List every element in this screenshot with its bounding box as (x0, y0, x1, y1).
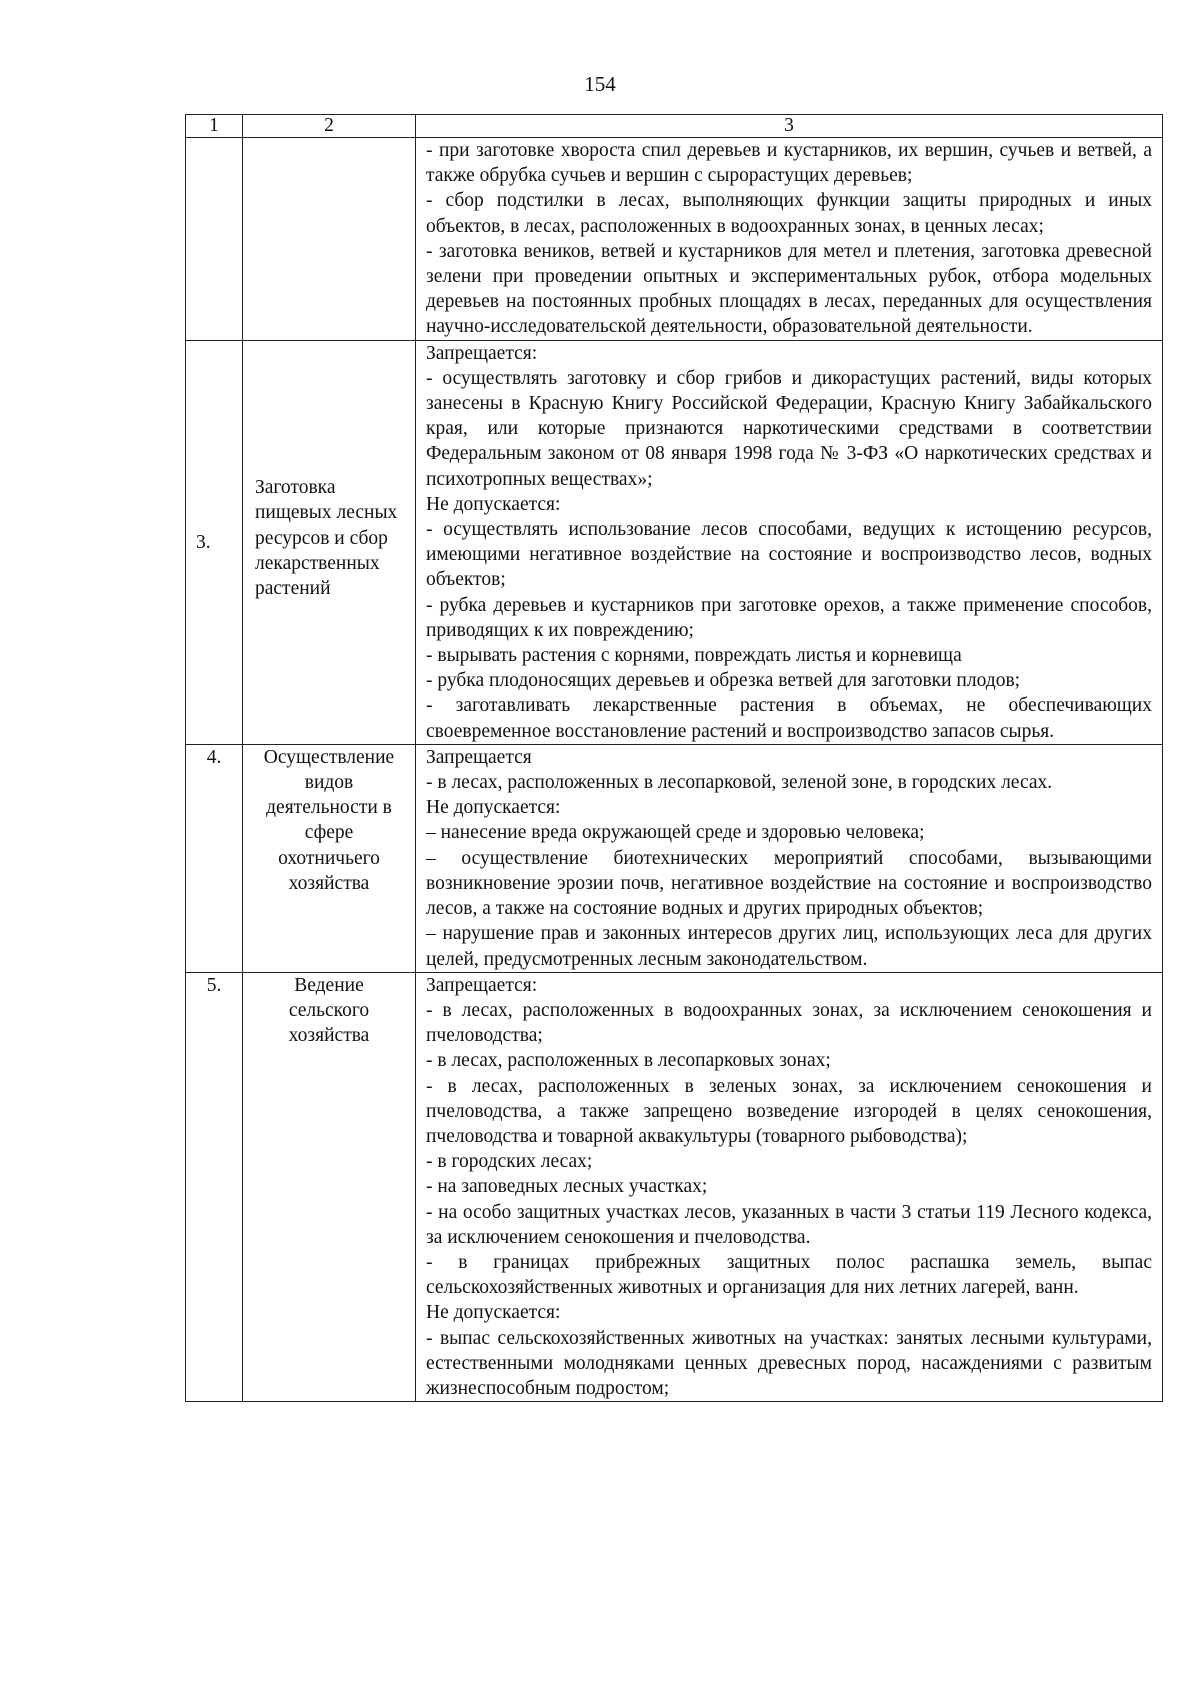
activity-name: Осуществление видов деятельности в сфере охотничьего хозяйства (243, 744, 416, 972)
restriction-line: Запрещается (426, 746, 532, 768)
restriction-line: - в лесах, расположенных в лесопарковой, зеленой зоне, в городских лесах. (426, 772, 1053, 794)
row-number: 5. (186, 972, 243, 1401)
restriction-line: Запрещается: (426, 974, 538, 996)
restriction-line: Не допускается: (426, 1302, 561, 1324)
restriction-line: – осуществление биотехнических мероприятий способами, вызывающими возникновение эрозии почв, негативное воздействие на состояние и воспроизводство лесов, а также на состояние водных и других природных объектов; (426, 847, 1152, 920)
restriction-line: - в лесах, расположенных в водоохранных зонах, за исключением сенокошения и пчеловодства; (426, 999, 1152, 1047)
restriction-line: - при заготовке хвороста спил деревьев и кустарников, их вершин, сучьев и ветвей, а также обрубка сучьев и вершин с сырорастущих деревьев; (426, 140, 1152, 187)
restriction-line: - на особо защитных участках лесов, указанных в части 3 статьи 119 Лесного кодекса, за исключением сенокошения и пчеловодства. (426, 1201, 1152, 1248)
row-number: 4. (186, 744, 243, 972)
restriction-line: - сбор подстилки в лесах, выполняющих функции защиты природных и иных объектов, в лесах, расположенных в водоохранных зонах, в ценных лесах; (426, 190, 1152, 237)
activity-name: Ведение сельского хозяйства (243, 972, 416, 1401)
restriction-line: – нарушение прав и законных интересов других лиц, использующих леса для других целей, предусмотренных лесным законодательством. (426, 923, 1152, 970)
activity-name-cell (243, 340, 416, 744)
activity-name (243, 138, 416, 341)
restriction-line: - в лесах, расположенных в зеленых зонах, за исключением сенокошения и пчеловодства, а также запрещено возведение изгородей в целях сенокошения, пчеловодства и товарной аквакультуры (товарного рыбоводства); (426, 1075, 1152, 1147)
restriction-line: - осуществлять использование лесов способами, ведущих к истощению ресурсов, имеющими негативное воздействие на состояние и воспроизводство лесов, водных объектов; (426, 519, 1152, 591)
restriction-line: - в городских лесах; (426, 1151, 593, 1173)
restriction-line: Не допускается: (426, 797, 561, 819)
regulation-table (185, 114, 1163, 1402)
restriction-line: Не допускается: (426, 493, 561, 515)
column-header-1: 1 (186, 115, 243, 138)
restrictions-cell (416, 972, 1163, 1401)
restriction-line: - выпас сельскохозяйственных животных на участках: занятых лесными культурами, естественными молодняками ценных древесных пород, насаждениями с развитым жизнеспособным подростом; (426, 1327, 1152, 1399)
column-header-2: 2 (243, 115, 416, 138)
restrictions-cell (416, 340, 1163, 744)
page-number: 154 (584, 72, 616, 96)
row-number: 3. (186, 340, 243, 744)
restriction-line: - на заповедных лесных участках; (426, 1176, 708, 1198)
restriction-line: - заготавливать лекарственные растения в объемах, не обеспечивающих своевременное восстановление растений и воспроизводство запасов сырья. (426, 695, 1152, 742)
table-row (186, 138, 1163, 341)
restriction-line: - рубка деревьев и кустарников при заготовке орехов, а также применение способов, приводящих к их повреждению; (426, 594, 1152, 641)
table-header-row (186, 115, 1163, 138)
row-number (186, 138, 243, 341)
activity-name: Заготовка пищевых лесных ресурсов и сбор лекарственных растений (255, 477, 398, 600)
restriction-line: - осуществлять заготовку и сбор грибов и дикорастущих растений, виды которых занесены в Красную Книгу Российской Федерации, Красную Книгу Забайкальского края, или которые признаются наркотическими средствами в соответствии Федеральным законом от 08 января 1998 года № 3-ФЗ «О наркотических средствах и психотропных веществах»; (426, 367, 1152, 490)
table-row (186, 744, 1163, 972)
table-row (186, 340, 1163, 744)
restriction-line: – нанесение вреда окружающей среде и здоровью человека; (426, 822, 925, 844)
restrictions-cell (416, 744, 1163, 972)
restriction-line: - вырывать растения с корнями, повреждать листья и корневища (426, 645, 962, 667)
restrictions-cell (416, 138, 1163, 341)
restriction-line: - рубка плодоносящих деревьев и обрезка ветвей для заготовки плодов; (426, 670, 1021, 692)
restriction-line: - заготовка веников, ветвей и кустарников для метел и плетения, заготовка древесной зелени при проведении опытных и экспериментальных рубок, отбора модельных деревьев на постоянных пробных площадях в лесах, переданных для осуществления научно-исследовательской деятельности, образовательной деятельности. (426, 240, 1152, 338)
restriction-line: Запрещается: (426, 342, 538, 364)
restriction-line: - в лесах, расположенных в лесопарковых зонах; (426, 1050, 831, 1072)
table-row (186, 972, 1163, 1401)
column-header-3: 3 (416, 115, 1163, 138)
restriction-line: - в границах прибрежных защитных полос распашка земель, выпас сельскохозяйственных животных и организация для них летних лагерей, ванн. (426, 1251, 1152, 1299)
